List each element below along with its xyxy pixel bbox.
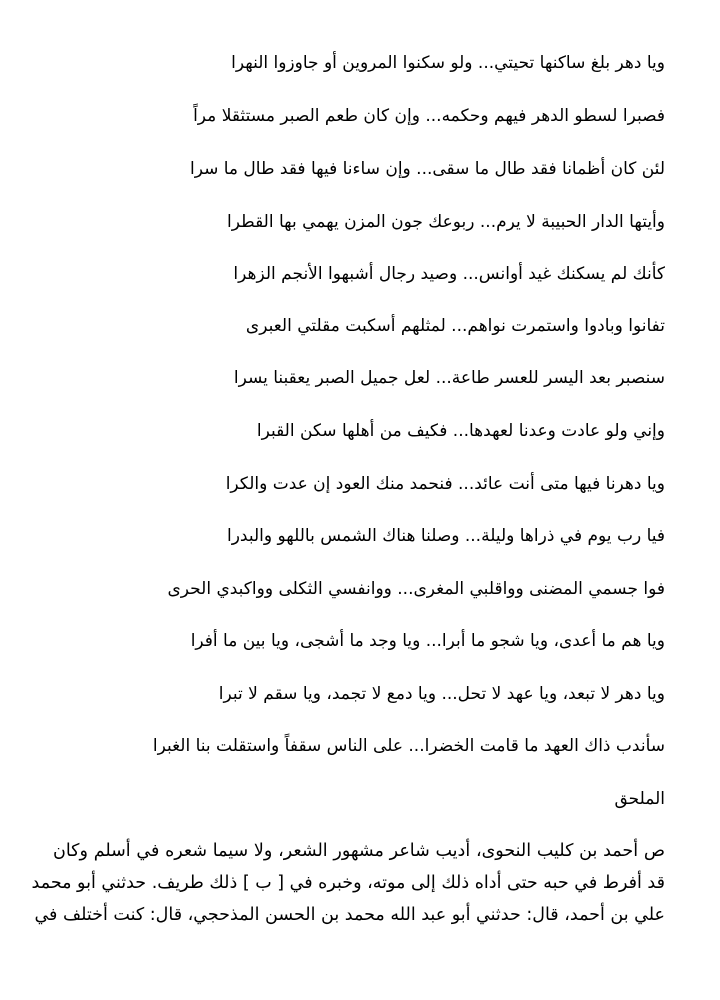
- verse-line: ويا دهر بلغ ساكنها تحيتي... ولو سكنوا المروين أو جاوزوا النهرا: [231, 53, 665, 73]
- verse-line: كأنك لم يسكنك غيد أوانس... وصيد رجال أشبهوا الأنجم الزهرا: [233, 264, 665, 284]
- paragraph-line: ص أحمد بن كليب النحوى، أديب شاعر مشهور الشعر، ولا سيما شعره في أسلم وكان: [53, 841, 665, 861]
- appendix-heading: الملحق: [614, 789, 665, 809]
- verse-line: ويا هم ما أعدى، ويا شجو ما أبرا... ويا وجد ما أشجى، ويا بين ما أفرا: [190, 631, 665, 651]
- verse-line: فوا جسمي المضنى وواقلبي المغرى... ووانفسي الثكلى وواكبدي الحرى: [167, 579, 665, 599]
- verse-line: وإني ولو عادت وعدنا لعهدها... فكيف من أهلها سكن القبرا: [256, 421, 665, 441]
- verse-line: تفانوا وبادوا واستمرت نواهم... لمثلهم أسكبت مقلتي العبرى: [245, 316, 665, 336]
- paragraph-line: قد أفرط في حبه حتى أداه ذلك إلى موته، وخبره في [ ب ] ذلك طريف. حدثني أبو محمد: [31, 873, 665, 893]
- paragraph-line: علي بن أحمد، قال: حدثني أبو عبد الله محمد بن الحسن المذحجي، قال: كنت أختلف في: [34, 905, 665, 925]
- verse-line: سأندب ذاك العهد ما قامت الخضرا... على الناس سقفاً واستقلت بنا الغبرا: [152, 736, 665, 756]
- verse-line: ويا دهر لا تبعد، ويا عهد لا تحل... ويا دمع لا تجمد، ويا سقم لا تبرا: [218, 684, 665, 704]
- verse-line: لئن كان أظمانا فقد طال ما سقى... وإن ساءنا فيها فقد طال ما سرا: [189, 159, 665, 179]
- verse-line: فيا رب يوم في ذراها وليلة... وصلنا هناك الشمس باللهو والبدرا: [226, 526, 665, 546]
- verse-line: فصبرا لسطو الدهر فيهم وحكمه... وإن كان طعم الصبر مستثقلا مراً: [193, 106, 665, 126]
- verse-line: سنصبر بعد اليسر للعسر طاعة... لعل جميل الصبر يعقبنا يسرا: [233, 368, 665, 388]
- verse-line: ويا دهرنا فيها متى أنت عائد... فنحمد منك العود إن عدت والكرا: [225, 474, 665, 494]
- appendix-paragraph: [31, 835, 665, 931]
- verse-line: وأيتها الدار الحبيبة لا يرم... ربوعك جون المزن يهمي بها القطرا: [227, 212, 665, 232]
